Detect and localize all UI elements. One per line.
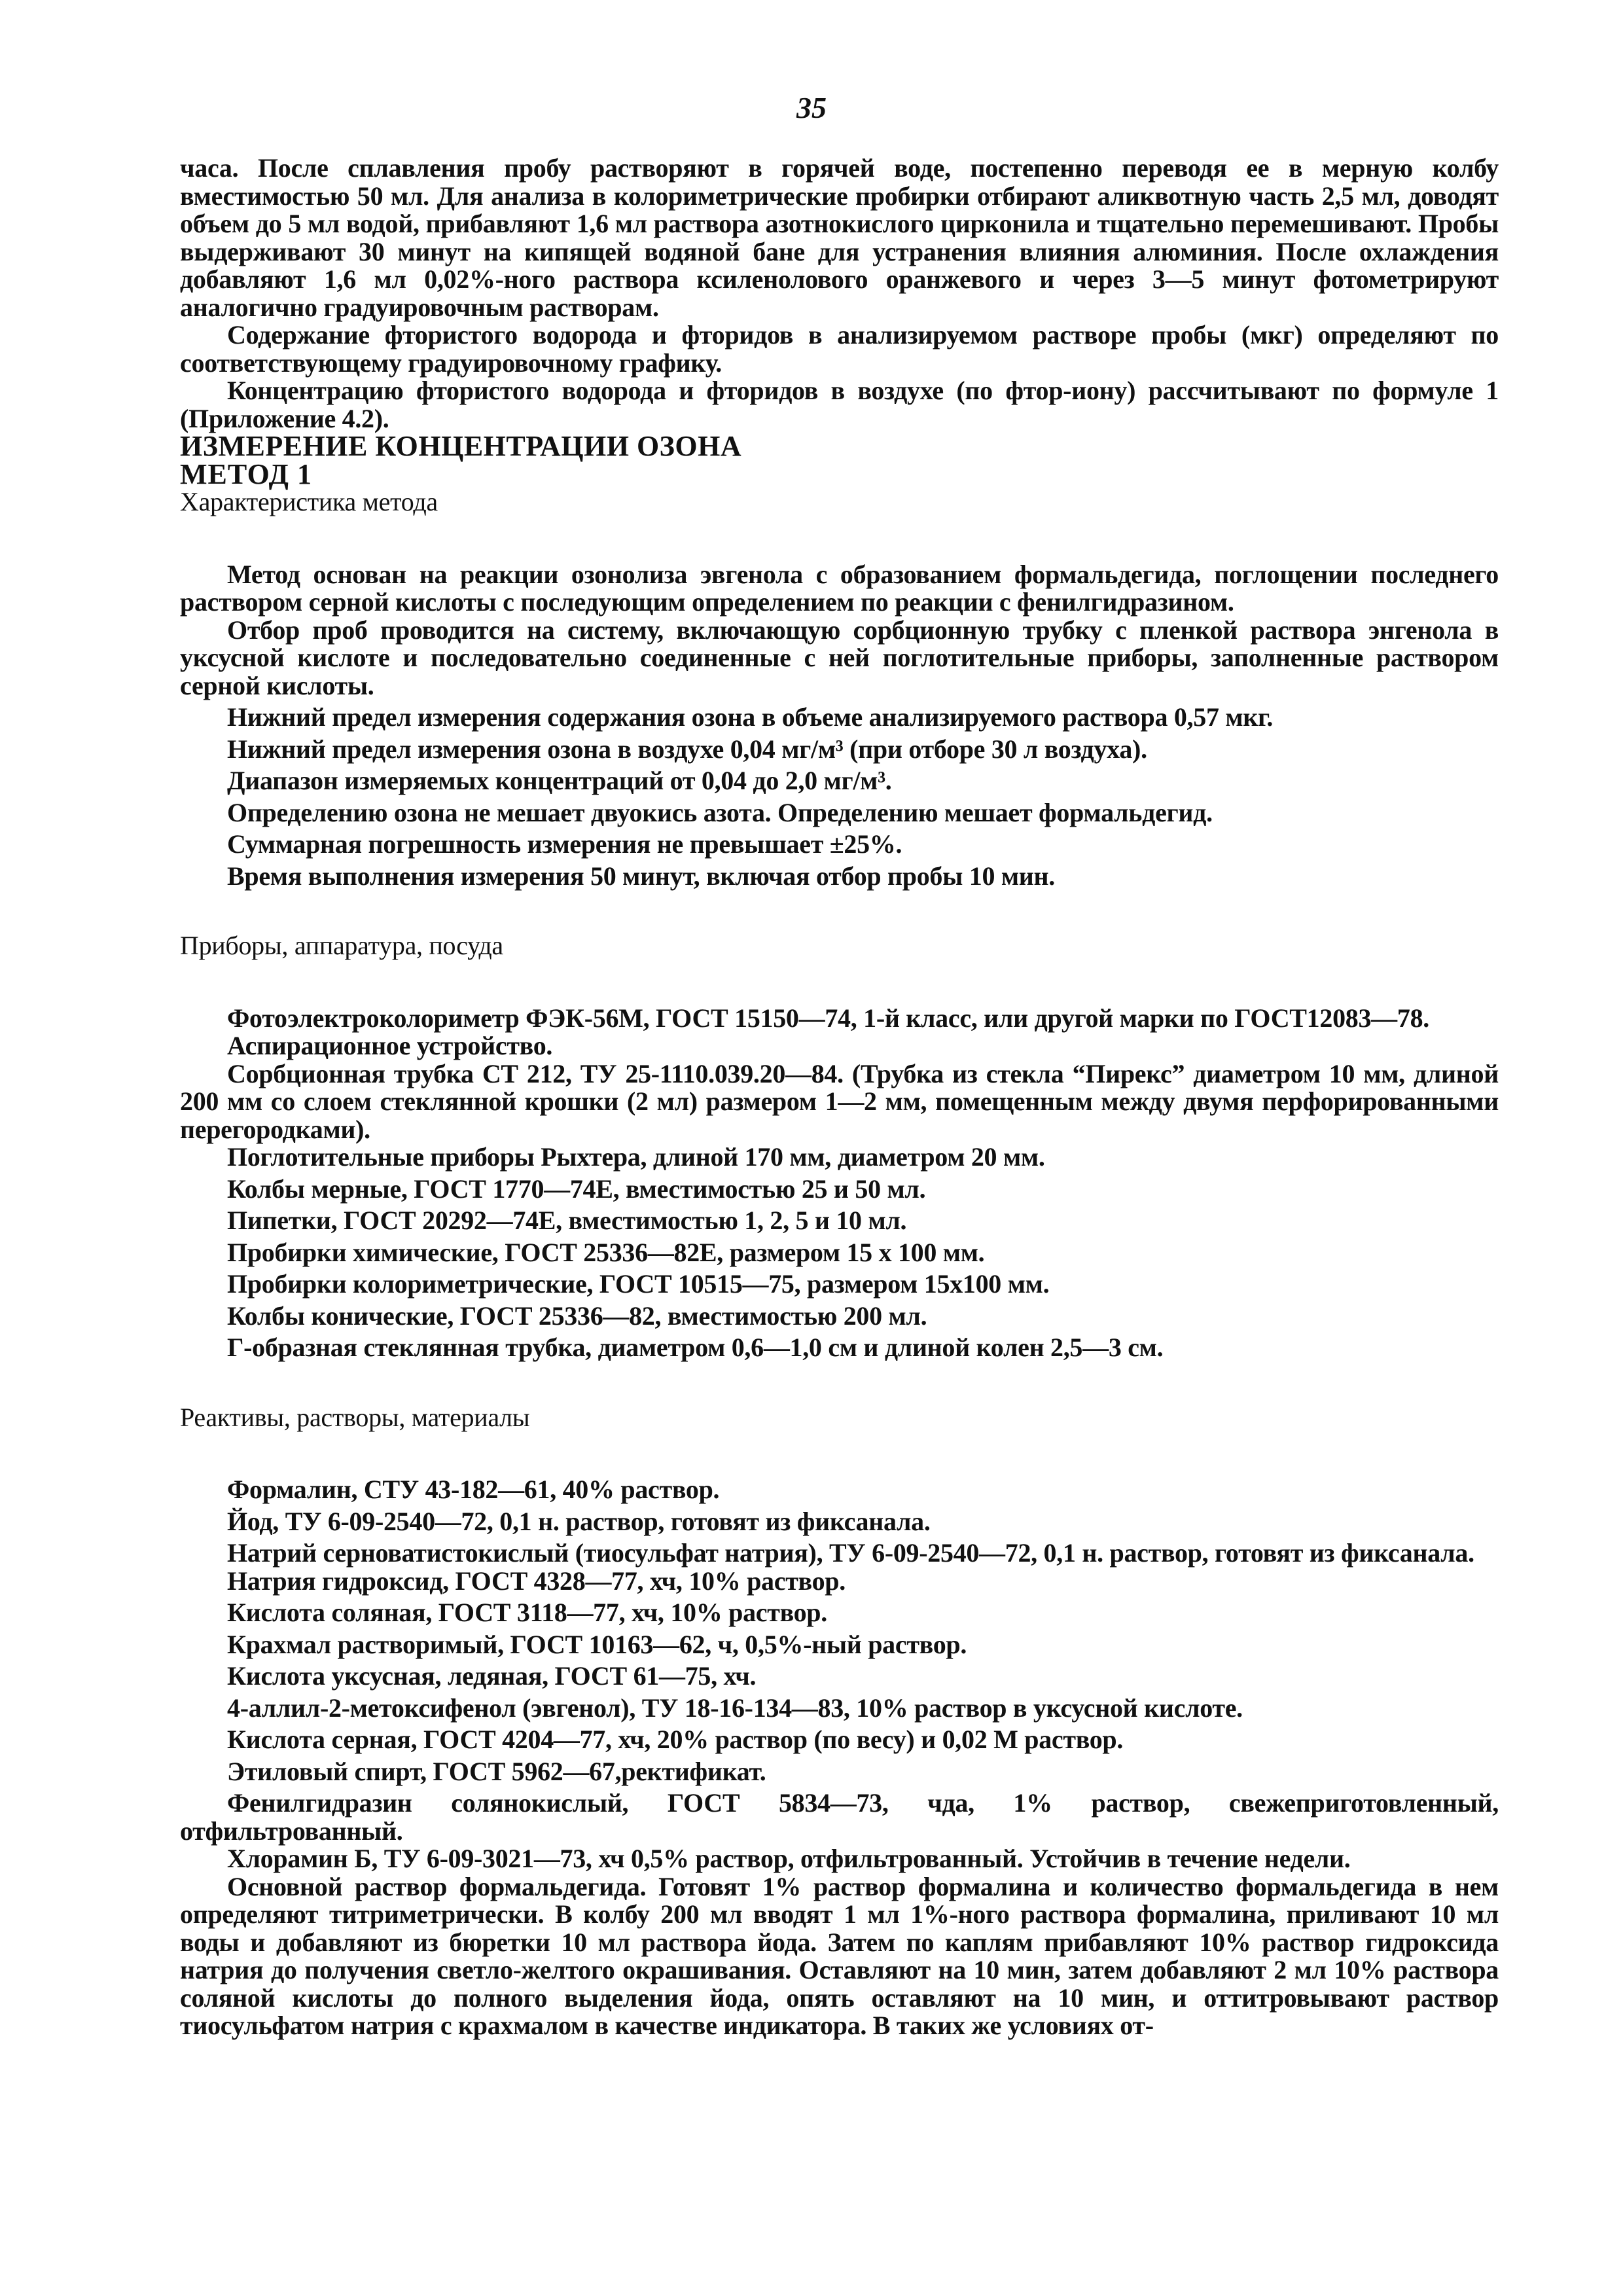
reagents-title: Реактивы, растворы, материалы	[180, 1402, 530, 1432]
instrument-line: Пипетки, ГОСТ 20292—74Е, вместимостью 1, 2, 5 и 10 мл.	[227, 1206, 907, 1235]
reagent-line: Натрия гидроксид, ГОСТ 4328—77, хч, 10% раствор.	[227, 1566, 846, 1596]
reagent-line: Кислота серная, ГОСТ 4204—77, хч, 20% раствор (по весу) и 0,02 М раствор.	[227, 1725, 1124, 1754]
characteristic-line: Нижний предел измерения содержания озона в объеме анализируемого раствора 0,57 мкг.	[227, 702, 1274, 732]
reagent-line: Крахмал растворимый, ГОСТ 10163—62, ч, 0,5%-ный раствор.	[227, 1629, 967, 1659]
characteristic-line: Суммарная погрешность измерения не превышает ±25%.	[227, 829, 902, 859]
reagent-phenylhydrazine: Фенилгидразин солянокислый, ГОСТ 5834—73, чда, 1% раствор, свежеприготовленный, отфильтрованный.	[180, 1788, 1499, 1846]
reagent-line: Формалин, СТУ 43-182—61, 40% раствор.	[227, 1475, 720, 1504]
intro-paragraph-2: Содержание фтористого водорода и фторидов в анализируемом растворе пробы (мкг) определяют по соответствующему градуировочному графику.	[180, 320, 1499, 378]
instrument-aspirator: Аспирационное устройство.	[227, 1031, 553, 1060]
characteristic-line: Диапазон измеряемых концентраций от 0,04 до 2,0 мг/м³.	[227, 766, 892, 795]
reagent-chloramine: Хлорамин Б, ТУ 6-09-3021—73, хч 0,5% раствор, отфильтрованный. Устойчив в течение недели.	[227, 1844, 1351, 1873]
characteristic-line: Определению озона не мешает двуокись азота. Определению мешает формальдегид.	[227, 797, 1213, 827]
instrument-line: Колбы мерные, ГОСТ 1770—74Е, вместимостью 25 и 50 мл.	[227, 1174, 926, 1204]
reagent-line: Этиловый спирт, ГОСТ 5962—67,ректификат.	[227, 1756, 766, 1786]
reagent-line: Кислота уксусная, ледяная, ГОСТ 61—75, хч.	[227, 1661, 757, 1691]
instrument-line: Поглотительные приборы Рыхтера, длиной 170 мм, диаметром 20 мм.	[227, 1142, 1045, 1172]
reagent-formaldehyde-stock: Основной раствор формальдегида. Готовят 1% раствор формалина и количество формальдегида в нем определяют титриметрически. В колбу 200 мл вводят 1 мл 1%-ного раствора формалина, приливают 10 мл воды и добавляют из бюретки 10 мл раствора йода. Затем по каплям прибавляют 10% раствор гидроксида натрия до получения светло-желтого окрашивания. Оставляют на 10 мин, затем добавляют 2 мл 10% раствора соляной кислоты до полного выделения йода, опять оставляют на 10 мин, и оттитровывают раствор тиосульфатом натрия с крахмалом в качестве индикатора. В таких же условиях от-	[180, 1871, 1499, 2040]
intro-paragraph-1: часа. После сплавления пробу растворяют в горячей воде, постепенно переводя ее в мерную колбу вместимостью 50 мл. Для анализа в колориметрические пробирки отбирают аликвотную часть 2,5 мл, доводят объем до 5 мл водой, прибавляют 1,6 мл раствора азотнокислого цирконила и тщательно перемешивают. Пробы выдерживают 30 минут на кипящей водяной бане для устранения влияния алюминия. После охлаждения добавляют 1,6 мл 0,02%-ного раствора ксиленолового оранжевого и через 3—5 минут фотометрируют аналогично градуировочным растворам.	[180, 153, 1499, 322]
instrument-photocolorimeter: Фотоэлектроколориметр ФЭК-56М, ГОСТ 15150—74, 1-й класс, или другой марки по ГОСТ12083—78.	[227, 1003, 1429, 1033]
characteristic-paragraph-2: Отбор проб проводится на систему, включающую сорбционную трубку с пленкой раствора энгенола в уксусной кислоте и последовательно соединенные с ней поглотительные приборы, заполненные раствором серной кислоты.	[180, 615, 1499, 700]
instrument-line: Колбы конические, ГОСТ 25336—82, вместимостью 200 мл.	[227, 1300, 927, 1331]
instrument-line: Г-образная стеклянная трубка, диаметром 0,6—1,0 см и длиной колен 2,5—3 см.	[227, 1333, 1164, 1362]
section-title-ozone: ИЗМЕРЕНИЕ КОНЦЕНТРАЦИИ ОЗОНА	[180, 430, 742, 462]
instrument-sorption-tube: Сорбционная трубка СТ 212, ТУ 25-1110.039.20—84. (Трубка из стекла “Пирекс” диаметром 10 мм, длиной 200 мм со слоем стеклянной крошки (2 мл) размером 1—2 мм, помещенным между двумя перфорированными перегородками).	[180, 1058, 1499, 1144]
characteristic-line: Нижний предел измерения озона в воздухе 0,04 мг/м³ (при отборе 30 л воздуха).	[227, 734, 1147, 764]
characteristic-paragraph-1: Метод основан на реакции озонолиза эвгенола с образованием формальдегида, поглощении последнего раствором серной кислоты с последующим определением по реакции с фенилгидразином.	[180, 559, 1499, 617]
reagent-line: Кислота соляная, ГОСТ 3118—77, хч, 10% раствор.	[227, 1598, 827, 1627]
characteristic-line: Время выполнения измерения 50 минут, включая отбор пробы 10 мин.	[227, 861, 1055, 891]
instrument-line: Пробирки химические, ГОСТ 25336—82Е, размером 15 х 100 мм.	[227, 1237, 985, 1267]
page-content	[180, 154, 1499, 2040]
characteristic-title: Характеристика метода	[180, 487, 438, 516]
instruments-title: Приборы, аппаратура, посуда	[180, 931, 503, 960]
reagent-line: 4-аллил-2-метоксифенол (эвгенол), ТУ 18-16-134—83, 10% раствор в уксусной кислоте.	[227, 1693, 1243, 1723]
intro-paragraph-3: Концентрацию фтористого водорода и фторидов в воздухе (по фтор-иону) рассчитывают по формуле 1 (Приложение 4.2).	[180, 376, 1499, 433]
page-number: 35	[796, 91, 827, 124]
instrument-line: Пробирки колориметрические, ГОСТ 10515—75, размером 15х100 мм.	[227, 1269, 1050, 1299]
reagent-line: Йод, ТУ 6-09-2540—72, 0,1 н. раствор, готовят из фиксанала.	[227, 1506, 931, 1536]
reagent-thiosulfate: Натрий серноватистокислый (тиосульфат натрия), ТУ 6-09-2540—72, 0,1 н. раствор, готовят из фиксанала.	[227, 1538, 1474, 1568]
method-title: МЕТОД 1	[180, 457, 312, 490]
